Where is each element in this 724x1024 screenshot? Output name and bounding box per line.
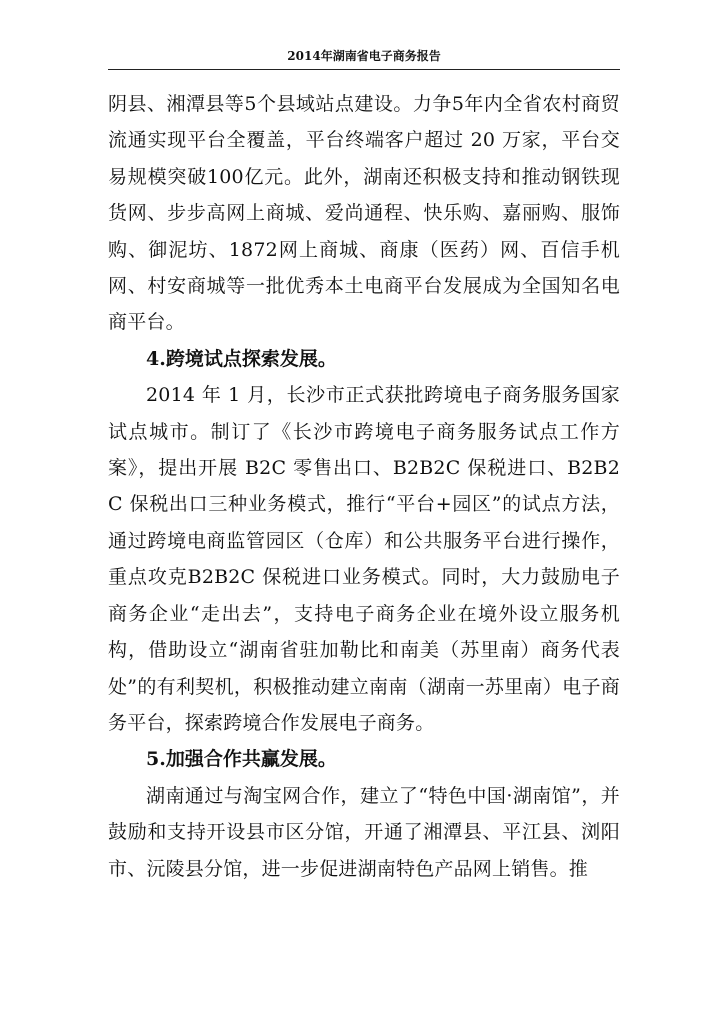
paragraph-county-platforms: 阴县、湘潭县等5个县域站点建设。力争5年内全省农村商贸流通实现平台全覆盖，平台终端客户超过 20 万家，平台交易规模突破100亿元。此外，湖南还积极支持和推动钢铁现货网、步步高网上商城、爱尚通程、快乐购、嘉丽购、服饰购、御泥坊、1872网上商城、商康（医药）网、百信手机网、村安商城等一批优秀本土电商平台发展成为全国知名电商平台。 [108,93,620,334]
paragraph-cooperation: 湖南通过与淘宝网合作，建立了“特色中国·湖南馆”，并鼓励和支持开设县市区分馆，开通了湘潭县、平江县、浏阳市、沅陵县分馆，进一步促进湖南特色产品网上销售。推 [108,784,620,880]
section-heading-cross-border: 4.跨境试点探索发展。 [146,347,337,370]
paragraph-cross-border: 2014 年 1 月，长沙市正式获批跨境电子商务服务国家试点城市。制订了《长沙市跨境电子商务服务试点工作方案》，提出开展 B2C 零售出口、B2B2C 保税进口、B2B2C 保税出口三种业务模式，推行“平台+园区”的试点方法，通过跨境电商监管园区（仓库）和公共服务平台进行操作，重点攻克B2B2C 保税进口业务模式。同时，大力鼓励电子商务企业“走出去”，支持电子商务企业在境外设立服务机构，借助设立“湖南省驻加勒比和南美（苏里南）商务代表处”的有利契机，积极推动建立南南（湖南一苏里南）电子商务平台，探索跨境合作发展电子商务。 [108,384,620,734]
document-body [108,86,620,887]
section-heading-cooperation: 5.加强合作共赢发展。 [146,748,337,771]
header-divider [108,69,620,70]
page-header-title: 2014年湖南省电子商务报告 [287,49,441,63]
